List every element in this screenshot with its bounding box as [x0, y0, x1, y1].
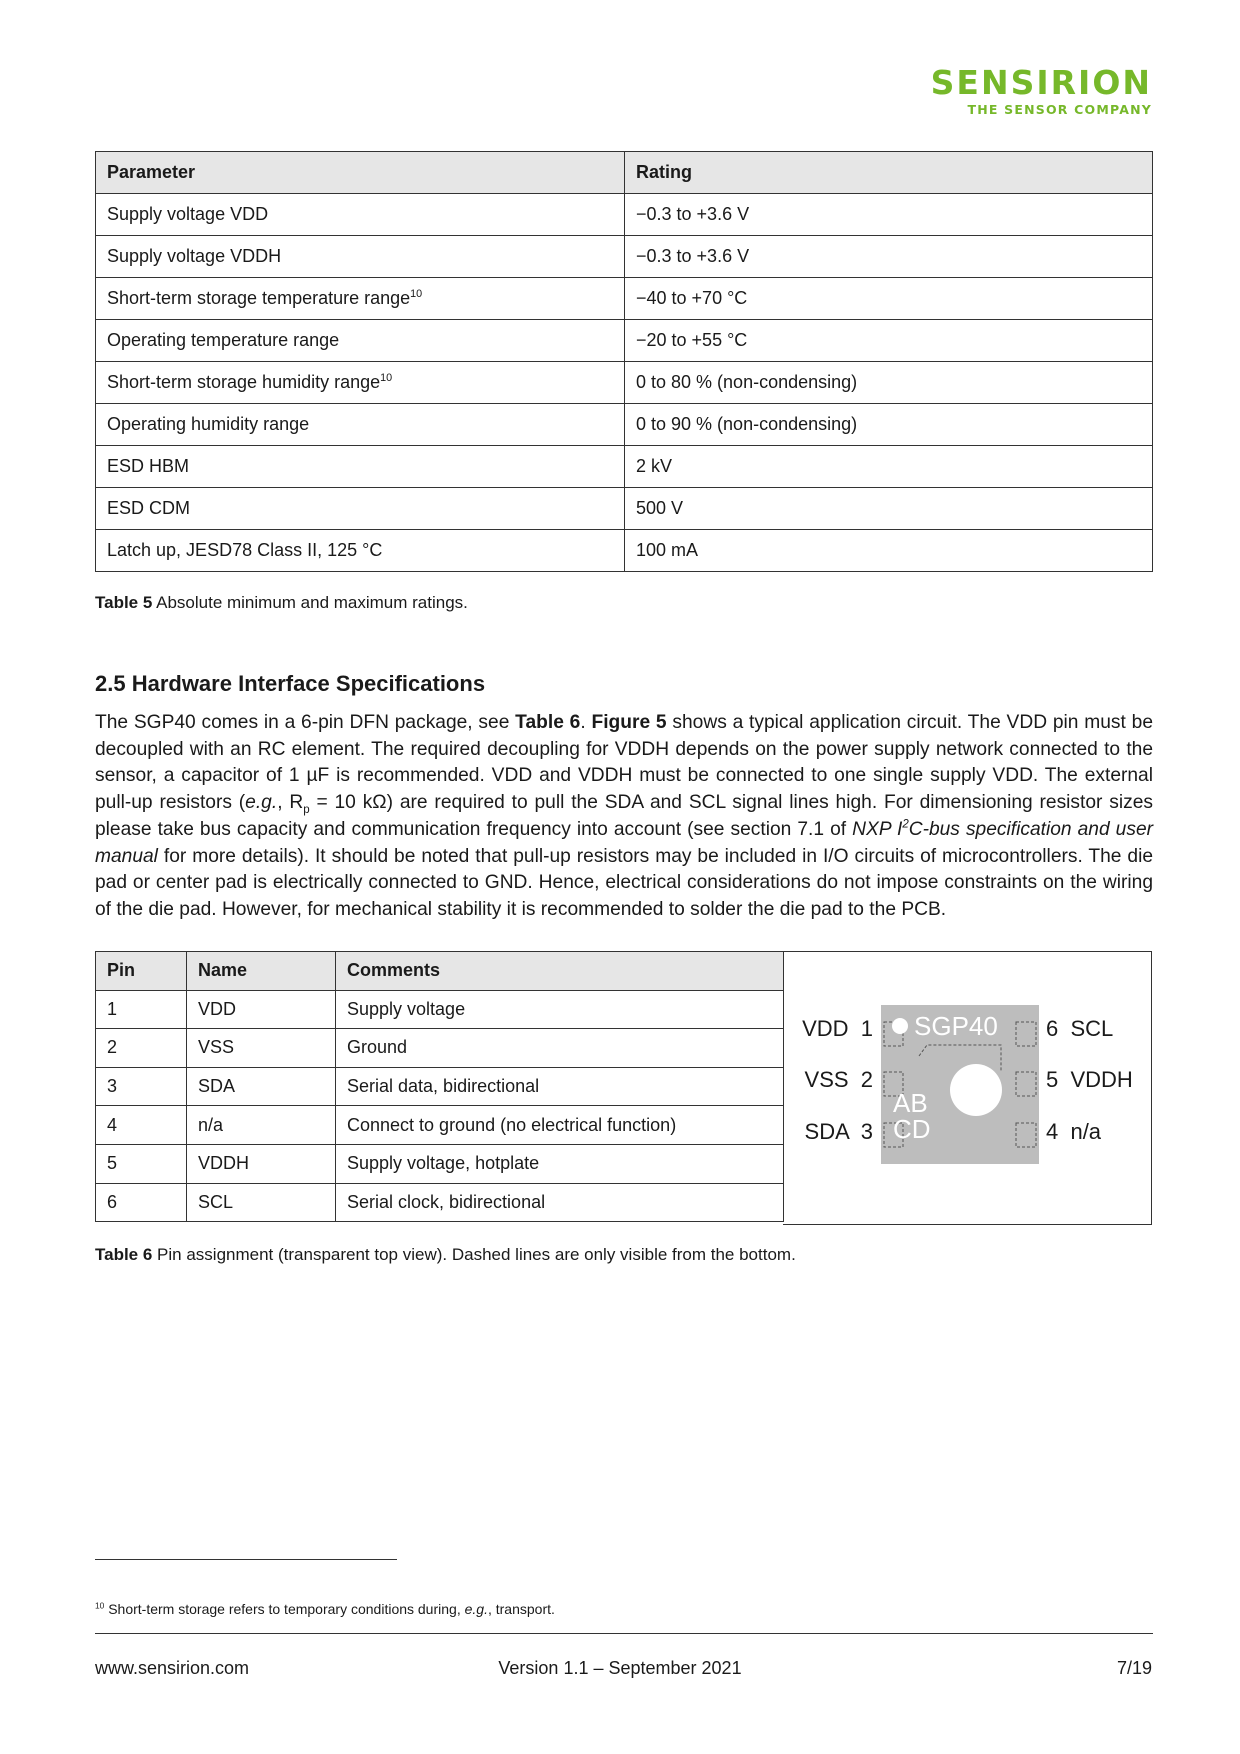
- pin-comment: Supply voltage, hotplate: [336, 1144, 784, 1183]
- rating-cell: −20 to +55 °C: [625, 320, 1153, 362]
- table-row: [96, 530, 1153, 572]
- parameter-cell: [96, 320, 625, 362]
- parameter-cell: [96, 404, 625, 446]
- pin-number: 4: [96, 1106, 187, 1145]
- table-row: [96, 362, 1153, 404]
- table-row: [96, 1183, 784, 1222]
- pin-number: 5: [96, 1144, 187, 1183]
- column-header: Name: [187, 952, 336, 991]
- table-6-caption: [95, 1245, 796, 1265]
- pin-number: 2: [96, 1029, 187, 1068]
- pin-comment: Serial clock, bidirectional: [336, 1183, 784, 1222]
- pin-comment: Supply voltage: [336, 990, 784, 1029]
- column-header: Parameter: [96, 152, 625, 194]
- paragraph-text: for more details). It should be noted that pull-up resistors may be included in I/O circuits of microcontrollers. The die pad or center pad is electrically connected to GND. Hence, electrical considerations do not impose constraints on the wiring of the die pad. However, for mechanical stability it is recommended to solder the die pad to the PCB.: [95, 845, 1153, 920]
- subscript-p: p: [303, 803, 310, 816]
- table-reference: Table 6: [515, 712, 581, 733]
- footnote-ref: 10: [380, 372, 393, 384]
- parameter-text: Short-term storage temperature range: [107, 288, 411, 308]
- parameter-text: Operating humidity range: [107, 414, 310, 434]
- table-row: [96, 404, 1153, 446]
- footnote: [95, 1601, 555, 1617]
- rating-cell: 2 kV: [625, 446, 1153, 488]
- footnote-divider: [95, 1559, 397, 1560]
- rating-cell: 0 to 90 % (non-condensing): [625, 404, 1153, 446]
- paragraph-text: The SGP40 comes in a 6-pin DFN package, see: [95, 712, 516, 733]
- table-row: [96, 320, 1153, 362]
- table-header-row: [96, 152, 1153, 194]
- pin-name: VDDH: [187, 1144, 336, 1183]
- figure-reference: Figure 5: [591, 712, 667, 733]
- pin-comment: Serial data, bidirectional: [336, 1067, 784, 1106]
- pin-label-vdd: VDD 1: [802, 1016, 873, 1041]
- footer-divider: [95, 1633, 1153, 1634]
- table-5-caption: [95, 593, 468, 613]
- parameter-text: Supply voltage VDD: [107, 204, 269, 224]
- pin-name: SDA: [187, 1067, 336, 1106]
- pin1-marker-icon: [892, 1018, 908, 1034]
- paragraph-text: , R: [277, 792, 304, 814]
- page-number: 7/19: [1116, 1658, 1152, 1678]
- parameter-cell: [96, 530, 625, 572]
- pin-name: VSS: [187, 1029, 336, 1068]
- parameter-cell: [96, 278, 625, 320]
- parameter-text: Supply voltage VDDH: [107, 246, 282, 266]
- caption-label: Table 5: [95, 593, 153, 612]
- caption-text: Absolute minimum and maximum ratings.: [152, 593, 468, 612]
- pin-name: SCL: [187, 1183, 336, 1222]
- parameter-cell: [96, 236, 625, 278]
- table-row: [96, 1144, 784, 1183]
- column-header: Comments: [336, 952, 784, 991]
- table-row: [96, 446, 1153, 488]
- pin-comment: Connect to ground (no electrical function): [336, 1106, 784, 1145]
- pin-number: 3: [96, 1067, 187, 1106]
- table-header-row: [96, 952, 784, 991]
- rating-cell: −0.3 to +3.6 V: [625, 236, 1153, 278]
- parameter-text: Operating temperature range: [107, 330, 340, 350]
- nxp-reference-a: NXP I: [852, 818, 903, 840]
- table-row: [96, 278, 1153, 320]
- pinout-svg: [783, 952, 1152, 1226]
- parameter-text: ESD CDM: [107, 498, 191, 518]
- pin-table: [95, 951, 784, 1222]
- table-row: [96, 488, 1153, 530]
- footnote-text: Short-term storage refers to temporary conditions during,: [104, 1601, 465, 1617]
- ratings-table: [95, 151, 1153, 572]
- pin-label-vddh: 5 VDDH: [1046, 1067, 1133, 1092]
- table-row: [96, 236, 1153, 278]
- caption-label: Table 6: [95, 1245, 153, 1264]
- section-paragraph: [95, 710, 1153, 924]
- parameter-text: Latch up, JESD78 Class II, 125 °C: [107, 540, 383, 560]
- website-link[interactable]: www.sensirion.com: [95, 1658, 250, 1678]
- rating-cell: −0.3 to +3.6 V: [625, 194, 1153, 236]
- paragraph-text: shows a typical application circuit. The VDD pin must be decoupled with an RC element. The required decoupling for VDDH depends on the power supply network connected to the sensor, a capacitor of 1 µF is recommended. VDD and VDDH must be connected to one single supply VDD. The external pull-up resistors (: [95, 712, 1153, 814]
- footnote-mark: 10: [95, 1600, 105, 1611]
- pin-name: n/a: [187, 1106, 336, 1145]
- pin-label-vss: VSS 2: [804, 1067, 873, 1092]
- superscript-2: 2: [902, 818, 909, 831]
- pin-number: 1: [96, 990, 187, 1029]
- parameter-cell: [96, 446, 625, 488]
- nxp-reference-b: C-bus specification and user manual: [95, 818, 1154, 867]
- table-row: [96, 1106, 784, 1145]
- caption-text: Pin assignment (transparent top view). Dashed lines are only visible from the bottom.: [152, 1245, 796, 1264]
- rating-cell: 500 V: [625, 488, 1153, 530]
- sensirion-logo: [930, 63, 1152, 117]
- parameter-text: ESD HBM: [107, 456, 190, 476]
- table-row: [96, 990, 784, 1029]
- rating-cell: 0 to 80 % (non-condensing): [625, 362, 1153, 404]
- pinout-diagram: [783, 951, 1152, 1225]
- table-row: [96, 194, 1153, 236]
- logo-wordmark: SENSIRION: [930, 63, 1152, 102]
- eg-italic: e.g.: [245, 792, 278, 814]
- rating-cell: 100 mA: [625, 530, 1153, 572]
- footnote-ref: 10: [410, 288, 423, 300]
- pin-label-scl: 6 SCL: [1046, 1016, 1114, 1041]
- pin-comment: Ground: [336, 1029, 784, 1068]
- pin-name: VDD: [187, 990, 336, 1029]
- sensor-opening-icon: [950, 1064, 1002, 1116]
- column-header: Pin: [96, 952, 187, 991]
- parameter-text: Short-term storage humidity range: [107, 372, 381, 392]
- paragraph-text: .: [580, 712, 592, 733]
- pin-number: 6: [96, 1183, 187, 1222]
- parameter-cell: [96, 362, 625, 404]
- table-row: [96, 1067, 784, 1106]
- pin-label-na: 4 n/a: [1046, 1119, 1102, 1144]
- table-row: [96, 1029, 784, 1068]
- version-label: Version 1.1 – September 2021: [498, 1658, 742, 1678]
- pin-label-sda: SDA 3: [804, 1119, 873, 1144]
- rating-cell: −40 to +70 °C: [625, 278, 1153, 320]
- parameter-cell: [96, 194, 625, 236]
- footnote-text: , transport.: [487, 1601, 555, 1617]
- column-header: Rating: [625, 152, 1153, 194]
- chip-code-line1: AB: [893, 1088, 928, 1118]
- paragraph-text: = 10 kΩ) are required to pull the SDA and SCL signal lines high. For dimensioning resistor sizes please take bus capacity and communication frequency into account (see section 7.1 of: [95, 792, 1153, 840]
- chip-code-line2: CD: [893, 1114, 931, 1144]
- logo-tagline: THE SENSOR COMPANY: [967, 102, 1152, 117]
- section-title: 2.5 Hardware Interface Specifications: [95, 671, 486, 696]
- footnote-eg: e.g.: [464, 1601, 488, 1617]
- parameter-cell: [96, 488, 625, 530]
- chip-label: SGP40: [914, 1011, 998, 1041]
